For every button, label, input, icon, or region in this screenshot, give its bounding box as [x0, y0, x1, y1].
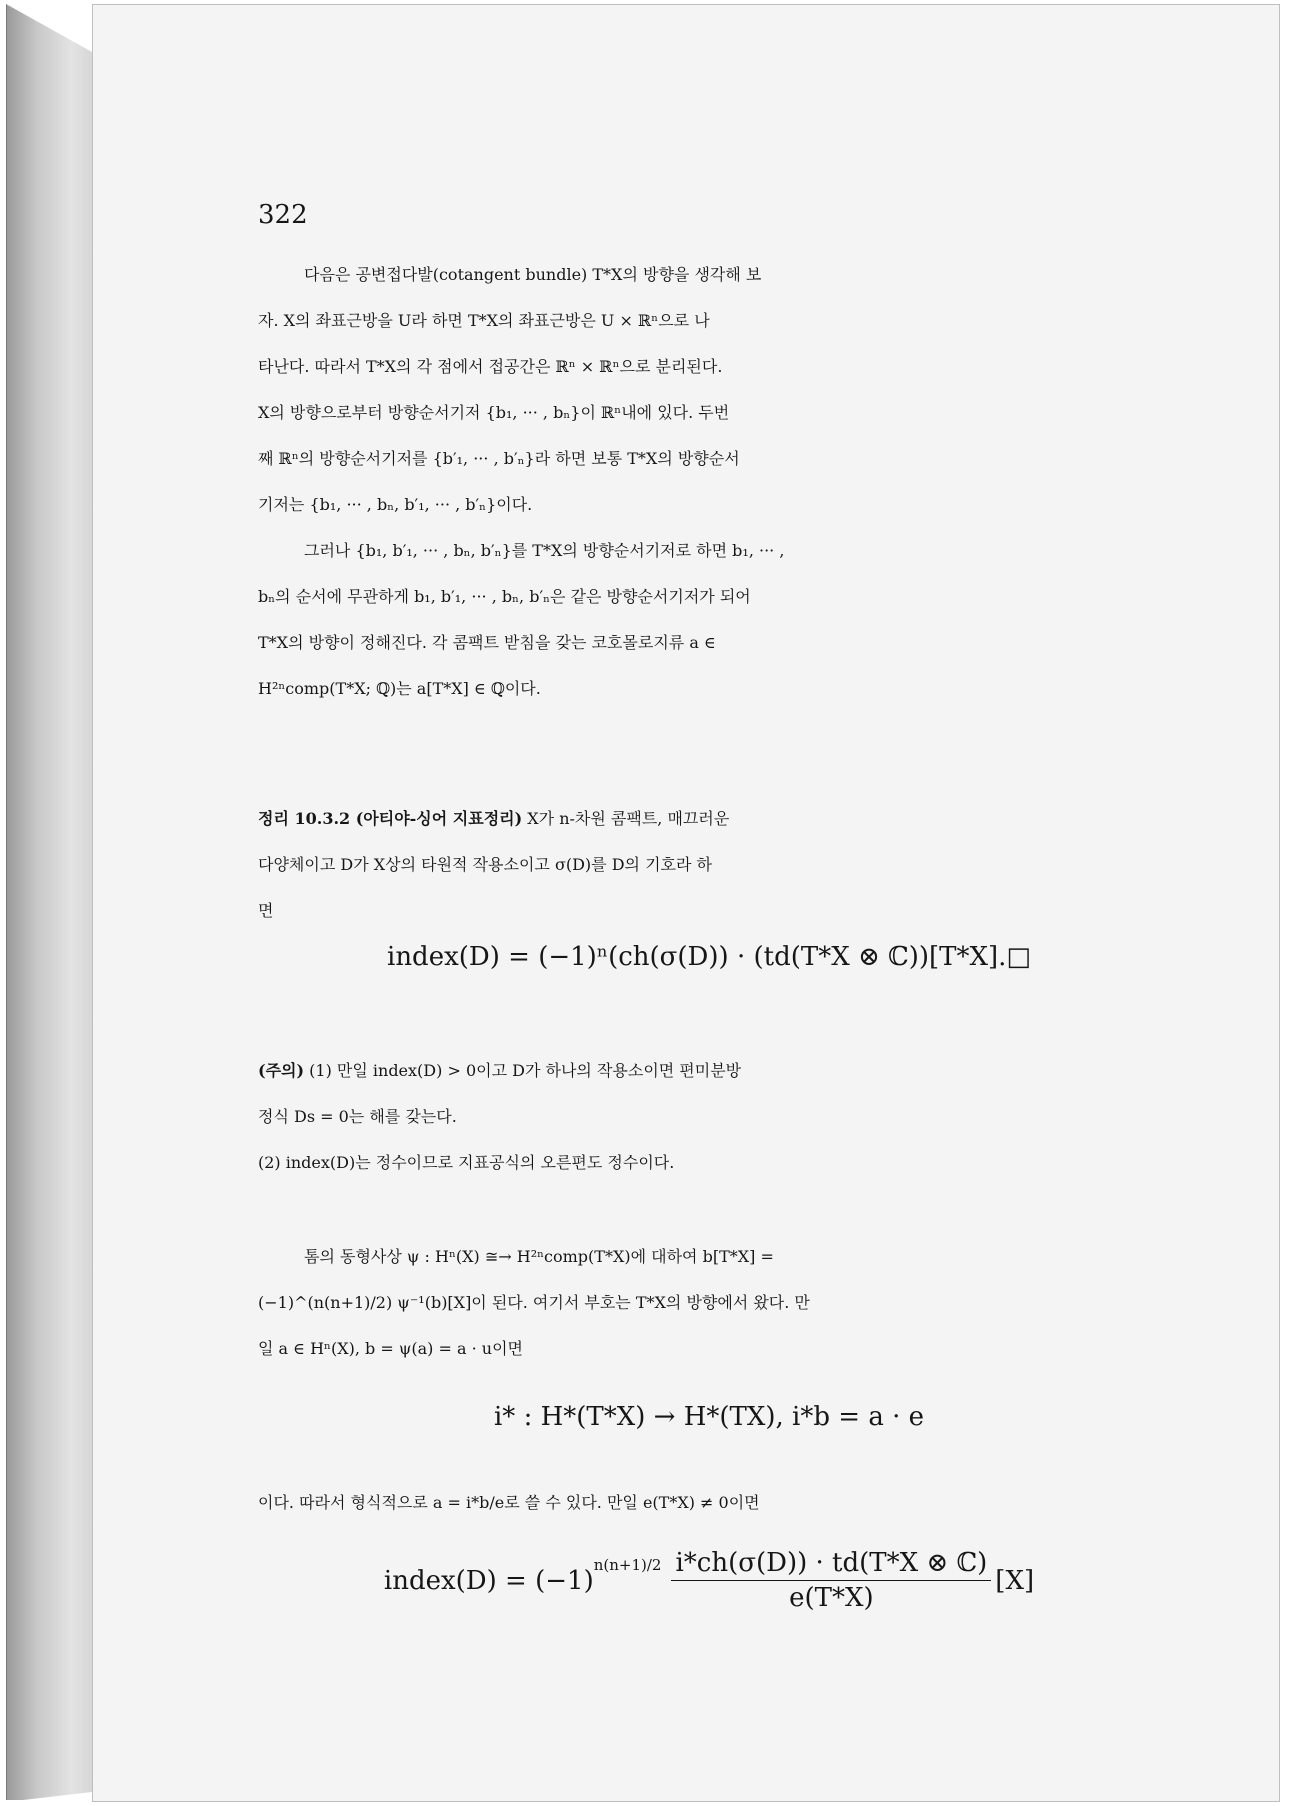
theorem-line-1: 다양체이고 D가 X상의 타원적 작용소이고 σ(D)를 D의 기호라 하: [258, 855, 713, 874]
theorem-formula: index(D) = (−1)ⁿ(ch(σ(D)) · (td(T*X ⊗ ℂ))[T*X].□: [387, 942, 1031, 972]
theorem-block: [258, 796, 1160, 980]
formula-fraction: [671, 1546, 991, 1615]
thom-line-1: (−1)^(n(n+1)/2) ψ⁻¹(b)[X]이 된다. 여기서 부호는 T*X의 방향에서 왔다. 만: [258, 1293, 810, 1312]
book-spine: [6, 4, 93, 1800]
formula-numerator: i*ch(σ(D)) · td(T*X ⊗ ℂ): [671, 1546, 991, 1581]
thom-line-0: 톰의 동형사상 ψ : Hⁿ(X) ≅→ H²ⁿcomp(T*X)에 대하여 b[T*X] =: [304, 1247, 774, 1266]
conclusion-block: [258, 1480, 1160, 1615]
intro-line-2: 타난다. 따라서 T*X의 각 점에서 접공간은 ℝⁿ × ℝⁿ으로 분리된다.: [258, 357, 723, 376]
thom-formula: i* : H*(T*X) → H*(TX), i*b = a · e: [493, 1402, 925, 1432]
remark-line-1: 정식 Ds = 0는 해를 갖는다.: [258, 1107, 457, 1126]
intro-line-3: X의 방향으로부터 방향순서기저 {b₁, ··· , bₙ}이 ℝⁿ내에 있다. 두번: [258, 403, 730, 422]
conclusion-line: 이다. 따라서 형식적으로 a = i*b/e로 쓸 수 있다. 만일 e(T*X) ≠ 0이면: [258, 1493, 760, 1512]
intro-line-1: 자. X의 좌표근방을 U라 하면 T*X의 좌표근방은 U × ℝⁿ으로 나: [258, 311, 710, 330]
remark-text-0: (1) 만일 index(D) > 0이고 D가 하나의 작용소이면 편미분방: [304, 1061, 742, 1080]
formula-exponent: n(n+1)/2: [593, 1555, 662, 1574]
thom-block: [258, 1234, 1160, 1440]
intro-paragraph: [258, 252, 1160, 528]
intro-line-0: 다음은 공변접다발(cotangent bundle) T*X의 방향을 생각해 보: [304, 265, 762, 284]
theorem-line-2: 면: [258, 901, 274, 920]
remark-block: [258, 1048, 1160, 1186]
theorem-line-0: [258, 796, 1160, 842]
remark-line-2: (2) index(D)는 정수이므로 지표공식의 오른편도 정수이다.: [258, 1153, 675, 1172]
conclusion-formula: [258, 1546, 1160, 1615]
corner-bottom: [6, 1792, 92, 1802]
theorem-text-0: X가 n-차원 콤팩트, 매끄러운: [522, 809, 730, 828]
corner-top: [6, 4, 92, 52]
second-line-2: T*X의 방향이 정해진다. 각 콤팩트 받침을 갖는 코호몰로지류 a ∈: [258, 633, 716, 652]
second-line-3: H²ⁿcomp(T*X; ℚ)는 a[T*X] ∈ ℚ이다.: [258, 679, 541, 698]
remark-line-0: [258, 1048, 1160, 1094]
intro-line-4: 째 ℝⁿ의 방향순서기저를 {b′₁, ··· , b′ₙ}라 하면 보통 T*X의 방향순서: [258, 449, 740, 468]
formula-tail: [X]: [995, 1565, 1035, 1596]
theorem-title: 정리 10.3.2 (아티야-싱어 지표정리): [258, 809, 523, 828]
formula-denominator: e(T*X): [789, 1583, 874, 1613]
page-number: 322: [258, 200, 308, 230]
remark-title: (주의): [258, 1061, 305, 1080]
formula-lhs: index(D) = (−1): [383, 1565, 594, 1596]
second-line-1: bₙ의 순서에 무관하게 b₁, b′₁, ··· , bₙ, b′ₙ은 같은 방향순서기저가 되어: [258, 587, 751, 606]
intro-line-5: 기저는 {b₁, ··· , bₙ, b′₁, ··· , b′ₙ}이다.: [258, 495, 533, 514]
second-line-0: 그러나 {b₁, b′₁, ··· , bₙ, b′ₙ}를 T*X의 방향순서기저로 하면 b₁, ··· ,: [304, 541, 785, 560]
thom-line-2: 일 a ∈ Hⁿ(X), b = ψ(a) = a · u이면: [258, 1339, 524, 1358]
second-paragraph: [258, 528, 1160, 712]
